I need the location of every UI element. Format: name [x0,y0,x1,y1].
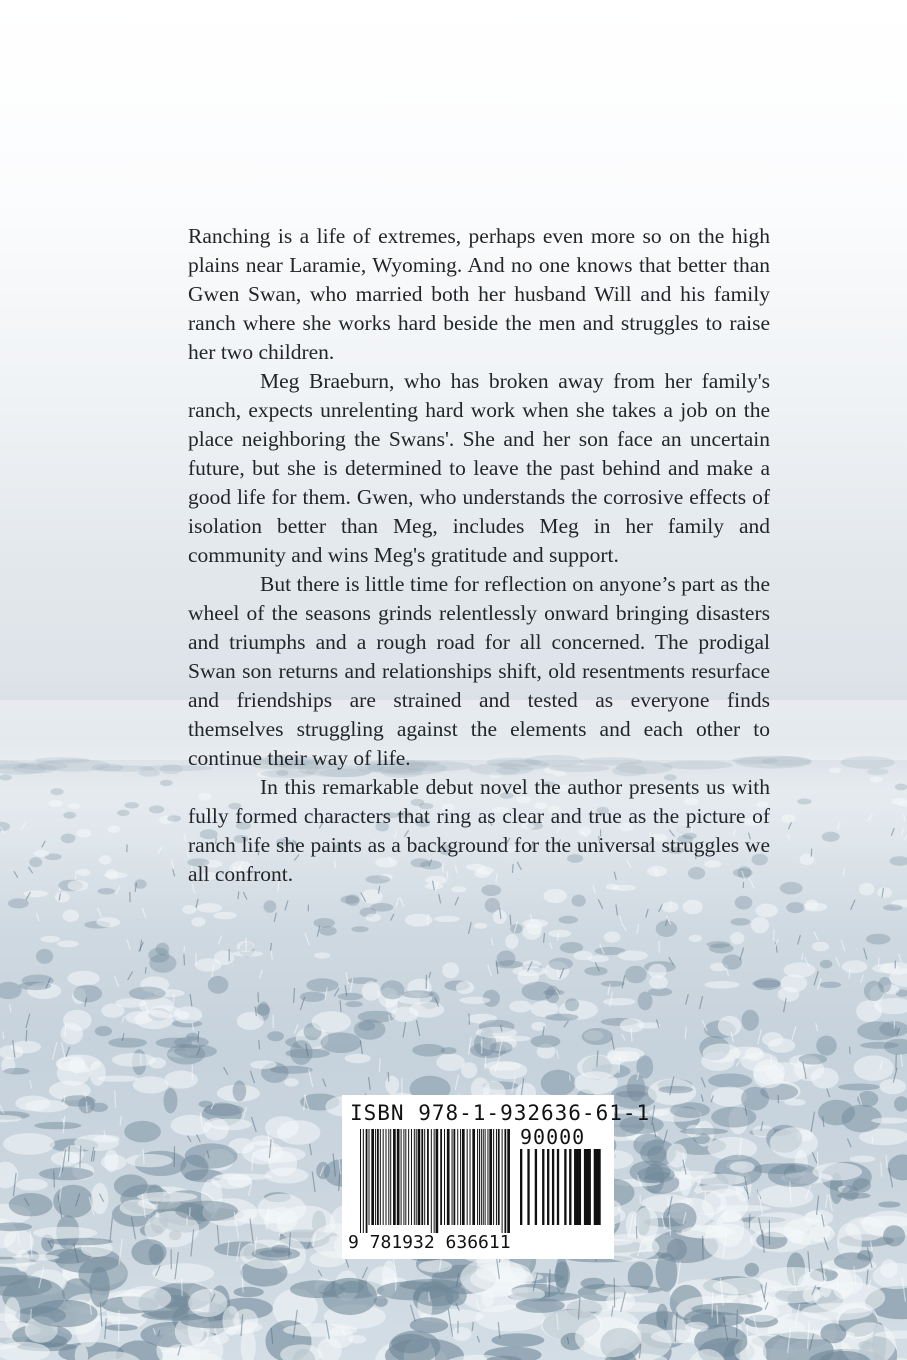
ean-bar-10 [388,1129,389,1225]
ean-bar-9 [385,1129,386,1225]
ean-bar-37 [470,1129,471,1225]
ean-bar-43 [485,1129,486,1225]
ean-bar-24 [427,1129,429,1225]
blurb-paragraph-4: In this remarkable debut novel the author presents us with fully formed characters that ring as clear and true as the picture of ranch life she paints as a background for the universal struggles we all confront. [188,775,770,886]
ean-bar-29 [444,1129,445,1225]
blurb-paragraph-2: Meg Braeburn, who has broken away from her family's ranch, expects unrelenting hard work when she takes a job on the place neighboring the Swans'. She and her son face an uncertain future, but she is determined to leave the past behind and make a good life for them. Gwen, who understands the corrosive effects of isolation better than Meg, includes Meg in her family and community and wins Meg's gratitude and support. [188,369,770,567]
ean-bar-23 [424,1129,425,1225]
addon-bar-3 [542,1149,544,1225]
ean-barcode-bars [360,1129,512,1233]
ean-bar-38 [472,1129,475,1225]
ean-bar-5 [375,1129,376,1225]
ean-bar-50 [504,1129,506,1233]
addon-bar-4 [547,1149,549,1225]
addon-barcode-bars [520,1149,606,1233]
isbn-label: ISBN 978-1-932636-61-1 [350,1101,651,1125]
ean-bar-3 [369,1129,370,1225]
addon-bar-6 [557,1149,559,1225]
ean-bar-45 [489,1129,492,1225]
addon-bar-8 [569,1149,571,1225]
ean-bar-31 [452,1129,453,1225]
ean-digits-label: 9 781932 636611 [348,1232,511,1253]
ean-bar-12 [393,1129,396,1225]
ean-bar-41 [481,1129,482,1225]
ean-bar-6 [377,1129,379,1225]
ean-bar-30 [447,1129,450,1225]
ean-bar-39 [477,1129,478,1225]
ean-bar-26 [434,1129,435,1233]
blurb-paragraph-3: But there is little time for reflection on anyone’s part as the wheel of the seasons grinds relentlessly onward bringing disasters and triumphs and a rough road for all concerned. The prodigal Swan son returns and relationships shift, old resentments resurface and friendships are strained and tested as everyone finds themselves struggling against the elements and each other to continue their way of life. [188,572,770,770]
ean-bar-19 [414,1129,415,1225]
ean-bar-1 [363,1129,364,1233]
ean-bar-48 [498,1129,500,1225]
ean-bar-18 [411,1129,412,1225]
ean-bar-20 [416,1129,417,1225]
ean-bar-34 [460,1129,461,1225]
ean-bar-44 [487,1129,488,1225]
ean-bar-8 [383,1129,384,1225]
addon-bar-10 [584,1149,591,1225]
ean-bar-49 [502,1129,503,1233]
addon-bar-9 [574,1149,581,1225]
addon-bar-5 [552,1149,554,1225]
addon-bar-0 [520,1149,522,1225]
book-blurb [188,222,770,889]
ean-bar-40 [479,1129,480,1225]
ean-bar-51 [507,1129,510,1233]
ean-bar-46 [493,1129,494,1225]
ean-bar-4 [371,1129,374,1225]
ean-bar-33 [457,1129,458,1225]
addon-bar-11 [594,1149,601,1225]
ean-bar-35 [462,1129,465,1225]
blurb-paragraph-1: Ranching is a life of extremes, perhaps even more so on the high plains near Laramie, Wyoming. And no one knows that better than Gwen Swan, who married both her husband Will and his family ranch where she works hard beside the men and struggles to raise her two children. [188,224,770,364]
ean-bar-25 [431,1129,432,1233]
ean-bar-36 [467,1129,468,1225]
ean-bar-15 [403,1129,404,1225]
addon-bar-2 [535,1149,537,1225]
ean-bar-21 [418,1129,421,1225]
ean-bar-2 [366,1129,368,1233]
addon-bar-7 [564,1149,566,1225]
ean-bar-14 [401,1129,402,1225]
ean-bar-16 [405,1129,406,1225]
addon-bar-1 [527,1149,529,1225]
ean-bar-0 [360,1129,361,1233]
ean-bar-28 [440,1129,442,1225]
isbn-barcode [342,1095,651,1259]
ean-bar-42 [483,1129,484,1225]
ean-bar-32 [453,1129,455,1225]
ean-bar-27 [436,1129,439,1233]
ean-bar-22 [421,1129,423,1225]
ean-bar-13 [397,1129,400,1225]
ean-bar-47 [496,1129,497,1225]
ean-bar-11 [390,1129,391,1225]
price-code-label: 90000 [520,1125,586,1149]
ean-bar-17 [408,1129,409,1225]
ean-bar-7 [380,1129,381,1225]
